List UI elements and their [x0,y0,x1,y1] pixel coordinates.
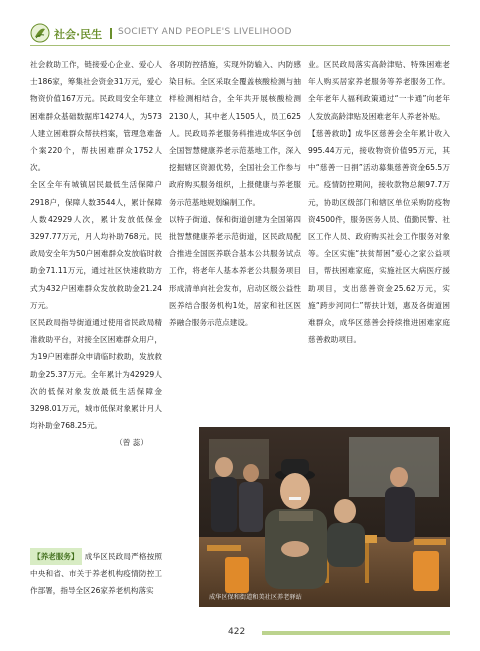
paragraph: 全区全年有城镇居民最低生活保障户2918户，保障人数3544人，累计保障人数42929人次，累计发放低保金3297.77万元，月人均补助768元。民政局安全年为50户困难群众发放临时救助金71.11万元，通过社区快速救助方式为432户困难群众发放救助金21.24万元。 [30,180,162,310]
photo-illustration [199,427,450,607]
paragraph: 业。区民政局落实高龄津贴、特殊困难老年人购买居家养老服务等养老服务工作。全年老年人福利政策通过“一卡通”向老年人发放高龄津贴及困难老年人养老补贴。 [308,60,450,121]
author-byline: （曾 蕊） [115,438,148,448]
page-number: 422 [228,627,246,637]
photo-caption: 成华区保和街道和美社区养老驿站 [209,594,302,601]
article-column-1-bottom [30,548,162,634]
paragraph [30,548,162,600]
section-title-en: SOCIETY AND PEOPLE'S LIVELIHOOD [118,27,292,37]
section-logo-icon [30,23,50,43]
section-title-cn: 社会·民生 [54,28,103,41]
section-header [30,20,450,46]
article-column-1 [30,56,162,536]
page-footer-bar [262,631,450,635]
paragraph: 【慈善救助】成华区慈善会全年累计收入995.44万元，接收物资价值95万元，其中“慈善一日捐”活动募集慈善资金65.5万元。疫情防控期间，接收款物总额97.7万元，协助区级部门和辖区单位采购防疫物资4500件，服务医务人员、值勤民警、社区工作人员、政府购买社会工作服务对象等。全区实施“扶贫帮困”爱心之家公益项目，帮扶困难家庭，实施社区大病医疗援助项目，支出慈善资金25.62万元，实施“跨步河同仁”帮扶计划，惠及各街道困难群众，成华区慈善会持续推进困难家庭慈善救助项目。 [308,128,450,345]
paragraph: 各项防控措施，实现外防输入、内防感染目标。全区采取全覆盖核酸检测与抽样检测相结合，全年共开展核酸检测2130人，其中老人1505人，员工625人。民政局养老服务科推进成华区争创全国智慧健康养老示范基地工作，深入挖掘辖区资源优势，全国社会工作参与政府购买服务组织，上报健康与养老服务示范基地规划编制工作。 [169,60,301,207]
paragraph: 社会救助工作，链接爱心企业、爱心人士186家，筹集社会资金31万元，爱心物资价值167万元。民政局安全年建立困难群众基础数据库14274人，为573人建立困难群众帮扶档案，管理急难备个案220个，帮扶困难群众1752人次。 [30,60,162,173]
article-photo [199,427,450,607]
paragraph-text: 成华区民政局严格按照中央和省、市关于养老机构疫情防控工作部署，指导全区26家养老机构落实 [30,552,162,596]
article-column-3 [308,56,450,416]
paragraph: 区民政局指导街道通过使用省民政局精准救助平台，对接全区困难群众用户，为19户困难群众申请临时救助，发放救助金25.37万元。全年累计为42929人次的低保对象发放最低生活保障金3298.01万元，城市低保对象累计月人均补助金768.25元。 [30,318,162,431]
section-tag-elderly-care: 【养老服务】 [30,548,82,565]
article-column-2 [169,56,301,416]
header-rule [30,45,450,46]
section-divider [110,28,112,39]
paragraph: 以特子街道、保和街道创建为全国第四批智慧健康养老示范街道，区民政局配合推进全国医养联合基本公共服务试点工作，将老年人基本养老公共服务项目形成清单向社会发布，启动区级公益性医养结合服务机构1处，居家和社区医养融合服务示范点建设。 [169,214,301,328]
